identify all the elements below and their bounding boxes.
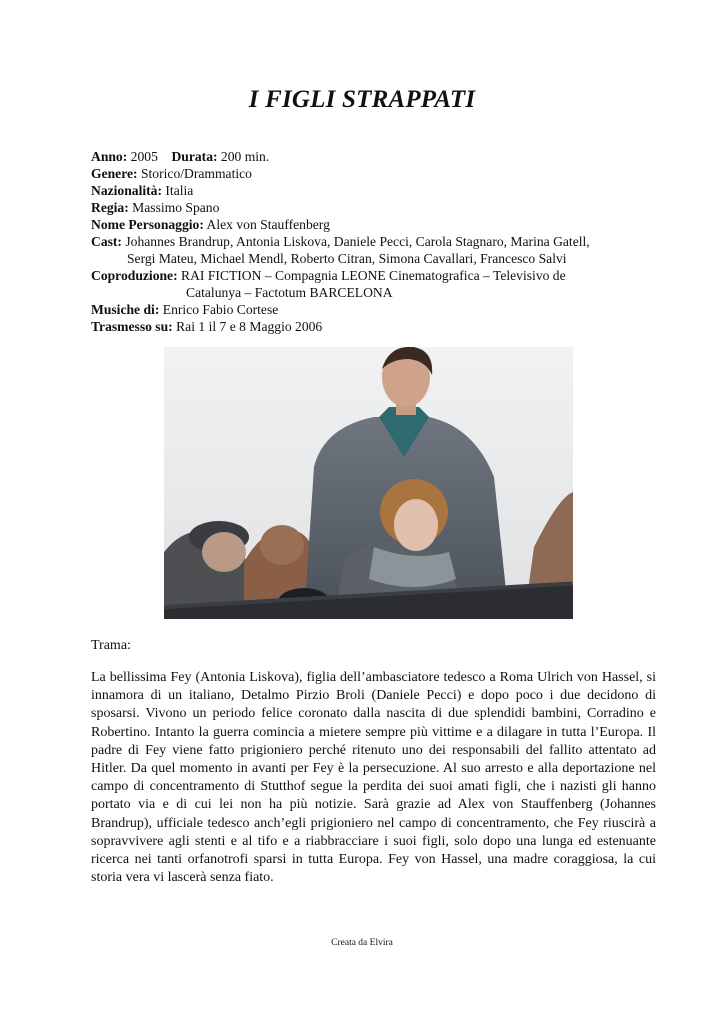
trasmesso-label: Trasmesso su: [91, 319, 173, 334]
genere-label: Genere: [91, 166, 138, 181]
trasmesso-value: Rai 1 il 7 e 8 Maggio 2006 [176, 319, 323, 334]
film-info [91, 148, 651, 335]
coproduzione-value-line2: Catalunya – Factotum BARCELONA [186, 285, 393, 300]
info-row-cast [91, 233, 651, 250]
page-title: I FIGLI STRAPPATI [248, 86, 476, 113]
info-row-coproduzione [91, 267, 651, 284]
film-still-illustration [164, 347, 573, 619]
regia-value: Massimo Spano [132, 200, 220, 215]
info-row-personaggio [91, 216, 651, 233]
cast-label: Cast: [91, 234, 122, 249]
info-row-coproduzione-cont [91, 284, 651, 301]
durata-label: Durata: [171, 149, 218, 164]
regia-label: Regia: [91, 200, 129, 215]
info-row-trasmesso [91, 318, 651, 335]
trama-heading: Trama: [91, 638, 131, 653]
durata-value: 200 min. [220, 149, 270, 164]
info-row-genere [91, 165, 651, 182]
coproduzione-label: Coproduzione: [91, 268, 178, 283]
info-row-anno [91, 148, 651, 165]
nazionalita-label: Nazionalità: [91, 183, 162, 198]
nazionalita-value: Italia [165, 183, 194, 198]
cast-value-line1: Johannes Brandrup, Antonia Liskova, Daniele Pecci, Carola Stagnaro, Marina Gatell, [125, 234, 590, 249]
musiche-label: Musiche di: [91, 302, 160, 317]
anno-value: 2005 [130, 149, 158, 164]
genere-value: Storico/Drammatico [140, 166, 252, 181]
cast-value-line2: Sergi Mateu, Michael Mendl, Roberto Citran, Simona Cavallari, Francesco Salvi [127, 251, 567, 266]
coproduzione-value-line1: RAI FICTION – Compagnia LEONE Cinematografica – Televisivo de [181, 268, 566, 283]
personaggio-label: Nome Personaggio: [91, 217, 204, 232]
footer-credit: Creata da Elvira [331, 938, 393, 948]
musiche-value: Enrico Fabio Cortese [162, 302, 279, 317]
info-row-regia [91, 199, 651, 216]
personaggio-value: Alex von Stauffenberg [206, 217, 330, 232]
film-still-photo [164, 347, 573, 619]
anno-label: Anno: [91, 149, 128, 164]
info-row-musiche [91, 301, 651, 318]
trama-text: La bellissima Fey (Antonia Liskova), figlia dell’ambasciatore tedesco a Roma Ulrich von Hassel, si innamora di un italiano, Detalmo Pirzio Broli (Daniele Pecci) e dopo poco i due decidono di sposarsi. Vivono un periodo felice coronato dalla nascita di due splendidi bambini, Corradino e Robertino. Intanto la guerra comincia a mietere sempre più vittime e a dilagare in tutta l’Europa. Il padre di Fey viene fatto prigioniero perché ritenuto uno dei responsabili del fallito attentato ad Hitler. Da quel momento in avanti per Fey è la persecuzione. Al suo arresto e alla deportazione nel campo di concentramento di Stutthof segue la perdita dei suoi amati figli, che i nazisti gli hanno portato via e di cui lei non ha più notizie. Sarà grazie ad Alex von Stauffenberg (Johannes Brandrup), ufficiale tedesco anch’egli prigioniero nel campo di concentramento, che Fey riuscirà a sopravvivere agli stenti e al tifo e a riabbracciare i suoi figli, solo dopo una lunga ed estenuante ricerca nei tanti orfanotrofi sparsi in tutta Europa. Fey von Hassel, una madre coraggiosa, la cui storia vera vi lascerà senza fiato. [91, 670, 656, 886]
info-row-cast-cont [91, 250, 651, 267]
info-row-nazionalita [91, 182, 651, 199]
